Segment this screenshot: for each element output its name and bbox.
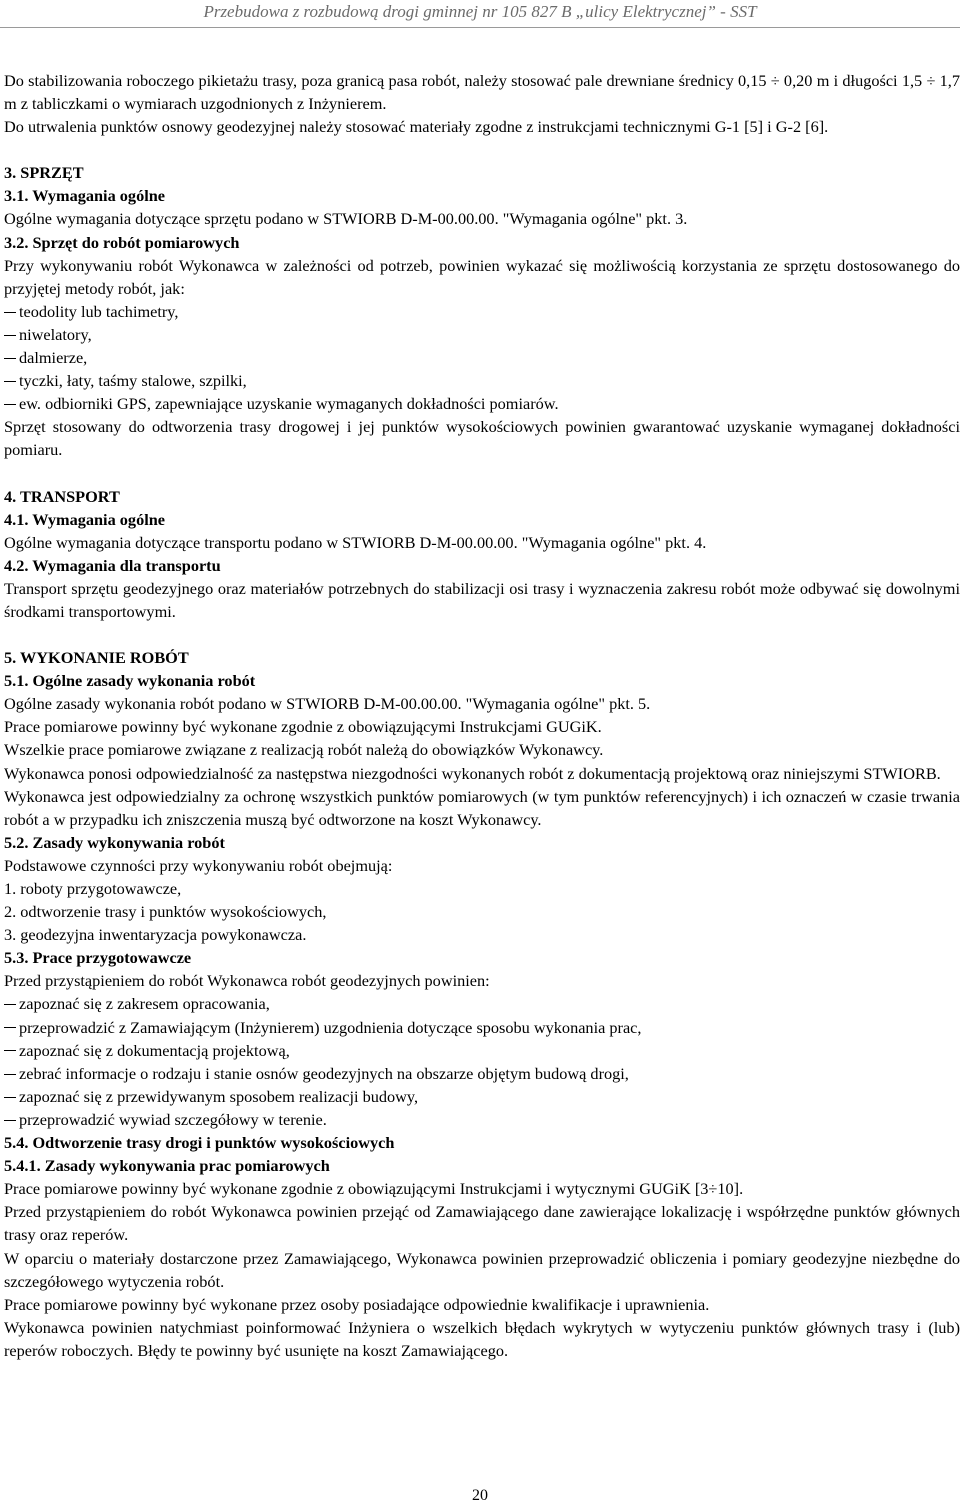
paragraph: Do utrwalenia punktów osnowy geodezyjnej należy stosować materiały zgodne z instrukcjami technicznymi G-1 [5] i G-2 [6]. xyxy=(4,117,829,137)
document-body xyxy=(4,69,960,1362)
paragraph: Podstawowe czynności przy wykonywaniu robót obejmują: xyxy=(4,855,393,875)
list-item xyxy=(4,392,960,415)
list-item xyxy=(4,1039,960,1062)
dash-bullet-icon xyxy=(4,1004,16,1005)
dash-bullet-icon xyxy=(4,1027,16,1028)
list-item-text: zapoznać się z przewidywanym sposobem realizacji budowy, xyxy=(19,1086,419,1106)
dash-bullet-icon xyxy=(4,1050,16,1051)
dash-bullet-icon xyxy=(4,358,16,359)
list-item-text: ew. odbiorniki GPS, zapewniające uzyskanie wymaganych dokładności pomiarów. xyxy=(19,394,559,414)
dash-bullet-icon xyxy=(4,1074,16,1075)
list-item xyxy=(4,300,960,323)
paragraph: Transport sprzętu geodezyjnego oraz materiałów potrzebnych do stabilizacji osi trasy i wyznaczenia zakresu robót może odbywać się dowolnymi środkami transportowymi. xyxy=(4,578,960,621)
header-rule xyxy=(0,27,960,28)
paragraph: W oparciu o materiały dostarczone przez Zamawiającego, Wykonawca powinien przeprowadzić obliczenia i pomiary geodezyjne niezbędne do szczegółowego wytyczenia robót. xyxy=(4,1248,960,1291)
list-item-text: zapoznać się z zakresem opracowania, xyxy=(19,994,270,1014)
subsection-heading: 3.2. Sprzęt do robót pomiarowych xyxy=(4,232,240,252)
paragraph: Wykonawca jest odpowiedzialny za ochronę wszystkich punktów pomiarowych (w tym punktów referencyjnych) i ich oznaczeń w czasie trwania robót a w przypadku ich zniszczenia muszą być odtworzone na koszt Wykonawcy. xyxy=(4,786,960,829)
dash-bullet-icon xyxy=(4,312,16,313)
dash-bullet-icon xyxy=(4,335,16,336)
list-item-text: teodolity lub tachimetry, xyxy=(19,301,179,321)
list-item-text: dalmierze, xyxy=(19,348,88,368)
list-item-text: przeprowadzić z Zamawiającym (Inżynierem) uzgodnienia dotyczące sposobu wykonania prac, xyxy=(19,1017,642,1037)
subsection-heading: 5.4. Odtworzenie trasy drogi i punktów wysokościowych xyxy=(4,1133,395,1153)
paragraph: Przed przystąpieniem do robót Wykonawca powinien przejąć od Zamawiającego dane zawierające lokalizację i współrzędne punktów głównych trasy oraz reperów. xyxy=(4,1202,960,1245)
list-item-text: tyczki, łaty, taśmy stalowe, szpilki, xyxy=(19,371,247,391)
spacer xyxy=(4,462,960,485)
list-item: 3. geodezyjna inwentaryzacja powykonawcza. xyxy=(4,925,307,945)
paragraph: Ogólne wymagania dotyczące sprzętu podano w STWIORB D-M-00.00.00. "Wymagania ogólne" pkt. 3. xyxy=(4,209,688,229)
list-item xyxy=(4,369,960,392)
dash-bullet-icon xyxy=(4,381,16,382)
section-heading: 4. TRANSPORT xyxy=(4,486,120,506)
list-item xyxy=(4,1085,960,1108)
paragraph: Prace pomiarowe powinny być wykonane przez osoby posiadające odpowiednie kwalifikacje i uprawnienia. xyxy=(4,1294,710,1314)
paragraph: Wykonawca powinien natychmiast poinformować Inżyniera o wszelkich błędach wykrytych w wytyczeniu punktów głównych trasy i (lub) reperów roboczych. Błędy te powinny być usunięte na koszt Zamawiającego. xyxy=(4,1317,960,1360)
paragraph: Prace pomiarowe powinny być wykonane zgodnie z obowiązującymi Instrukcjami GUGiK. xyxy=(4,717,602,737)
paragraph: Do stabilizowania roboczego pikietażu trasy, poza granicą pasa robót, należy stosować pale drewniane średnicy 0,15 ÷ 0,20 m i długości 1,5 ÷ 1,7 m z tabliczkami o wymiarach uzgodnionych z Inżynierem. xyxy=(4,71,960,114)
section-heading: 5. WYKONANIE ROBÓT xyxy=(4,648,189,668)
list-item: 1. roboty przygotowawcze, xyxy=(4,879,182,898)
paragraph: Ogólne zasady wykonania robót podano w STWIORB D-M-00.00.00. "Wymagania ogólne" pkt. 5. xyxy=(4,694,651,714)
list-item-text: zebrać informacje o rodzaju i stanie osnów geodezyjnych na obszarze objętym budową drogi, xyxy=(19,1063,629,1083)
page-number: 20 xyxy=(472,1487,488,1504)
paragraph: Przed przystąpieniem do robót Wykonawca robót geodezyjnych powinien: xyxy=(4,971,490,991)
subsection-heading: 5.4.1. Zasady wykonywania prac pomiarowych xyxy=(4,1156,330,1176)
subsection-heading: 4.1. Wymagania ogólne xyxy=(4,509,166,529)
list-item-text: niwelatory, xyxy=(19,324,92,344)
dash-bullet-icon xyxy=(4,1120,16,1121)
paragraph: Przy wykonywaniu robót Wykonawca w zależności od potrzeb, powinien wykazać się możliwością korzystania ze sprzętu dostosowanego do przyjętej metody robót, jak: xyxy=(4,255,960,298)
paragraph: Wszelkie prace pomiarowe związane z realizacją robót należą do obowiązków Wykonawcy. xyxy=(4,740,604,760)
page-header xyxy=(0,0,960,26)
paragraph: Ogólne wymagania dotyczące transportu podano w STWIORB D-M-00.00.00. "Wymagania ogólne" pkt. 4. xyxy=(4,532,707,552)
list-item xyxy=(4,1108,960,1131)
list-item xyxy=(4,992,960,1015)
paragraph: Wykonawca ponosi odpowiedzialność za następstwa niezgodności wykonanych robót z dokumentacją projektową oraz niniejszymi STWIORB. xyxy=(4,763,941,783)
list-item-text: zapoznać się z dokumentacją projektową, xyxy=(19,1040,290,1060)
list-item: 2. odtworzenie trasy i punktów wysokościowych, xyxy=(4,902,327,922)
subsection-heading: 3.1. Wymagania ogólne xyxy=(4,186,166,206)
list-item-text: przeprowadzić wywiad szczegółowy w terenie. xyxy=(19,1109,327,1129)
paragraph: Sprzęt stosowany do odtworzenia trasy drogowej i jej punktów wysokościowych powinien gwarantować uzyskanie wymaganej dokładności pomiaru. xyxy=(4,417,960,460)
dash-bullet-icon xyxy=(4,404,16,405)
spacer xyxy=(4,138,960,161)
header-title: Przebudowa z rozbudową drogi gminnej nr 105 827 B „ulicy Elektrycznej” - SST xyxy=(203,2,757,21)
list-item xyxy=(4,323,960,346)
subsection-heading: 4.2. Wymagania dla transportu xyxy=(4,555,221,575)
dash-bullet-icon xyxy=(4,1097,16,1098)
paragraph: Prace pomiarowe powinny być wykonane zgodnie z obowiązującymi Instrukcjami i wytycznymi GUGiK [3÷10]. xyxy=(4,1179,744,1199)
list-item xyxy=(4,1016,960,1039)
subsection-heading: 5.3. Prace przygotowawcze xyxy=(4,948,192,968)
list-item xyxy=(4,346,960,369)
subsection-heading: 5.1. Ogólne zasady wykonania robót xyxy=(4,671,256,691)
spacer xyxy=(4,623,960,646)
list-item xyxy=(4,1062,960,1085)
section-heading: 3. SPRZĘT xyxy=(4,163,84,183)
subsection-heading: 5.2. Zasady wykonywania robót xyxy=(4,832,225,852)
